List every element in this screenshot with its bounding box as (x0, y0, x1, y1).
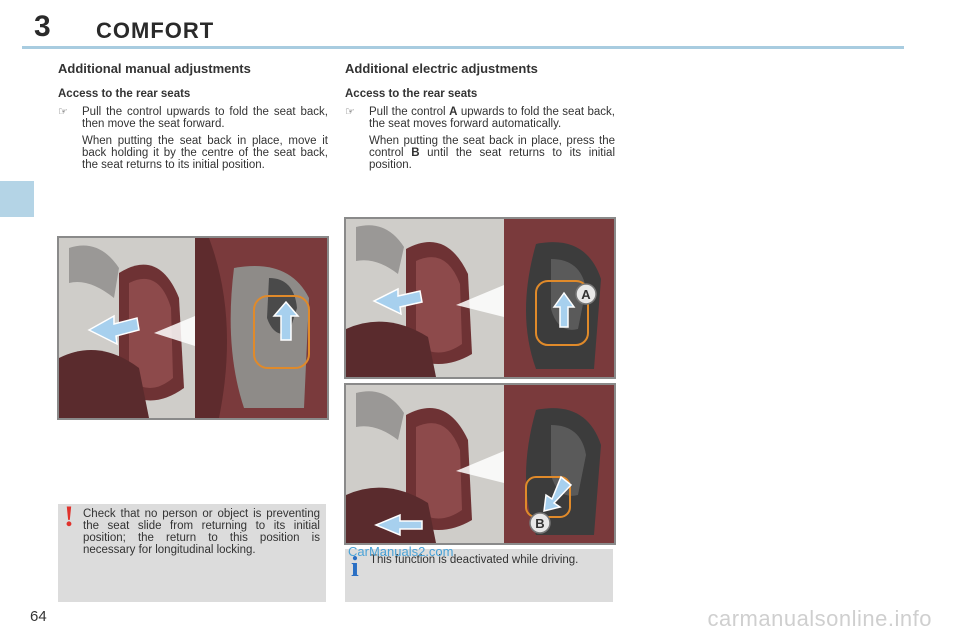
electric-instruction (345, 106, 615, 171)
electric-access-subtitle: Access to the rear seats (345, 88, 478, 100)
control-a-label (576, 284, 596, 304)
electric-step-1-start: Pull the control (369, 106, 450, 118)
info-text: This function is deactivated while driving. (370, 554, 579, 566)
header-rule (22, 46, 904, 49)
chapter-title: COMFORT (96, 18, 215, 43)
chapter-number: 3 (34, 10, 51, 43)
pointing-hand-icon: ☞ (345, 106, 355, 118)
footer-watermark: carmanualsonline.info (707, 606, 932, 631)
manual-step-1: Pull the control upwards to fold the seat back, then move the seat forward. (82, 106, 328, 130)
manual-seat-illustration (57, 236, 329, 420)
manual-access-subtitle: Access to the rear seats (58, 88, 191, 100)
manual-step-2: When putting the seat back in place, move it back holding it by the centre of the seat back, the seat returns to its initial position. (82, 135, 328, 171)
electric-step-2-end: until the seat returns to its initial position. (369, 147, 616, 171)
electric-step-1-end: upwards to fold the seat back, the seat moves forward automatically. (369, 106, 615, 130)
warning-icon: ! (64, 500, 74, 533)
info-icon: i (351, 552, 359, 583)
control-a-ref: A (449, 106, 458, 118)
pointing-hand-icon: ☞ (58, 106, 68, 118)
electric-step-2 (369, 135, 615, 171)
control-b-label (530, 513, 550, 533)
label-a-text: A (581, 287, 591, 302)
electric-return-illustration (344, 383, 616, 545)
manual-adjustments-section (58, 62, 328, 176)
electric-step-1 (369, 106, 615, 130)
electric-fold-illustration (344, 217, 616, 379)
chapter-side-tab (0, 181, 34, 217)
electric-step-2-start: When putting the seat back in place, press the control (369, 135, 615, 159)
site-watermark: CarManuals2.com (348, 544, 454, 559)
manual-instruction (58, 106, 328, 171)
electric-adjustments-title: Additional electric adjustments (345, 61, 538, 76)
control-b-ref: B (411, 147, 420, 159)
manual-adjustments-title: Additional manual adjustments (58, 61, 251, 76)
warning-text: Check that no person or object is preventing the seat slide from returning to its initial position; the return to this position is necessary for longitudinal locking. (83, 508, 320, 556)
label-b-text: B (535, 516, 545, 531)
page-number: 64 (30, 608, 47, 625)
electric-adjustments-section (345, 62, 615, 176)
